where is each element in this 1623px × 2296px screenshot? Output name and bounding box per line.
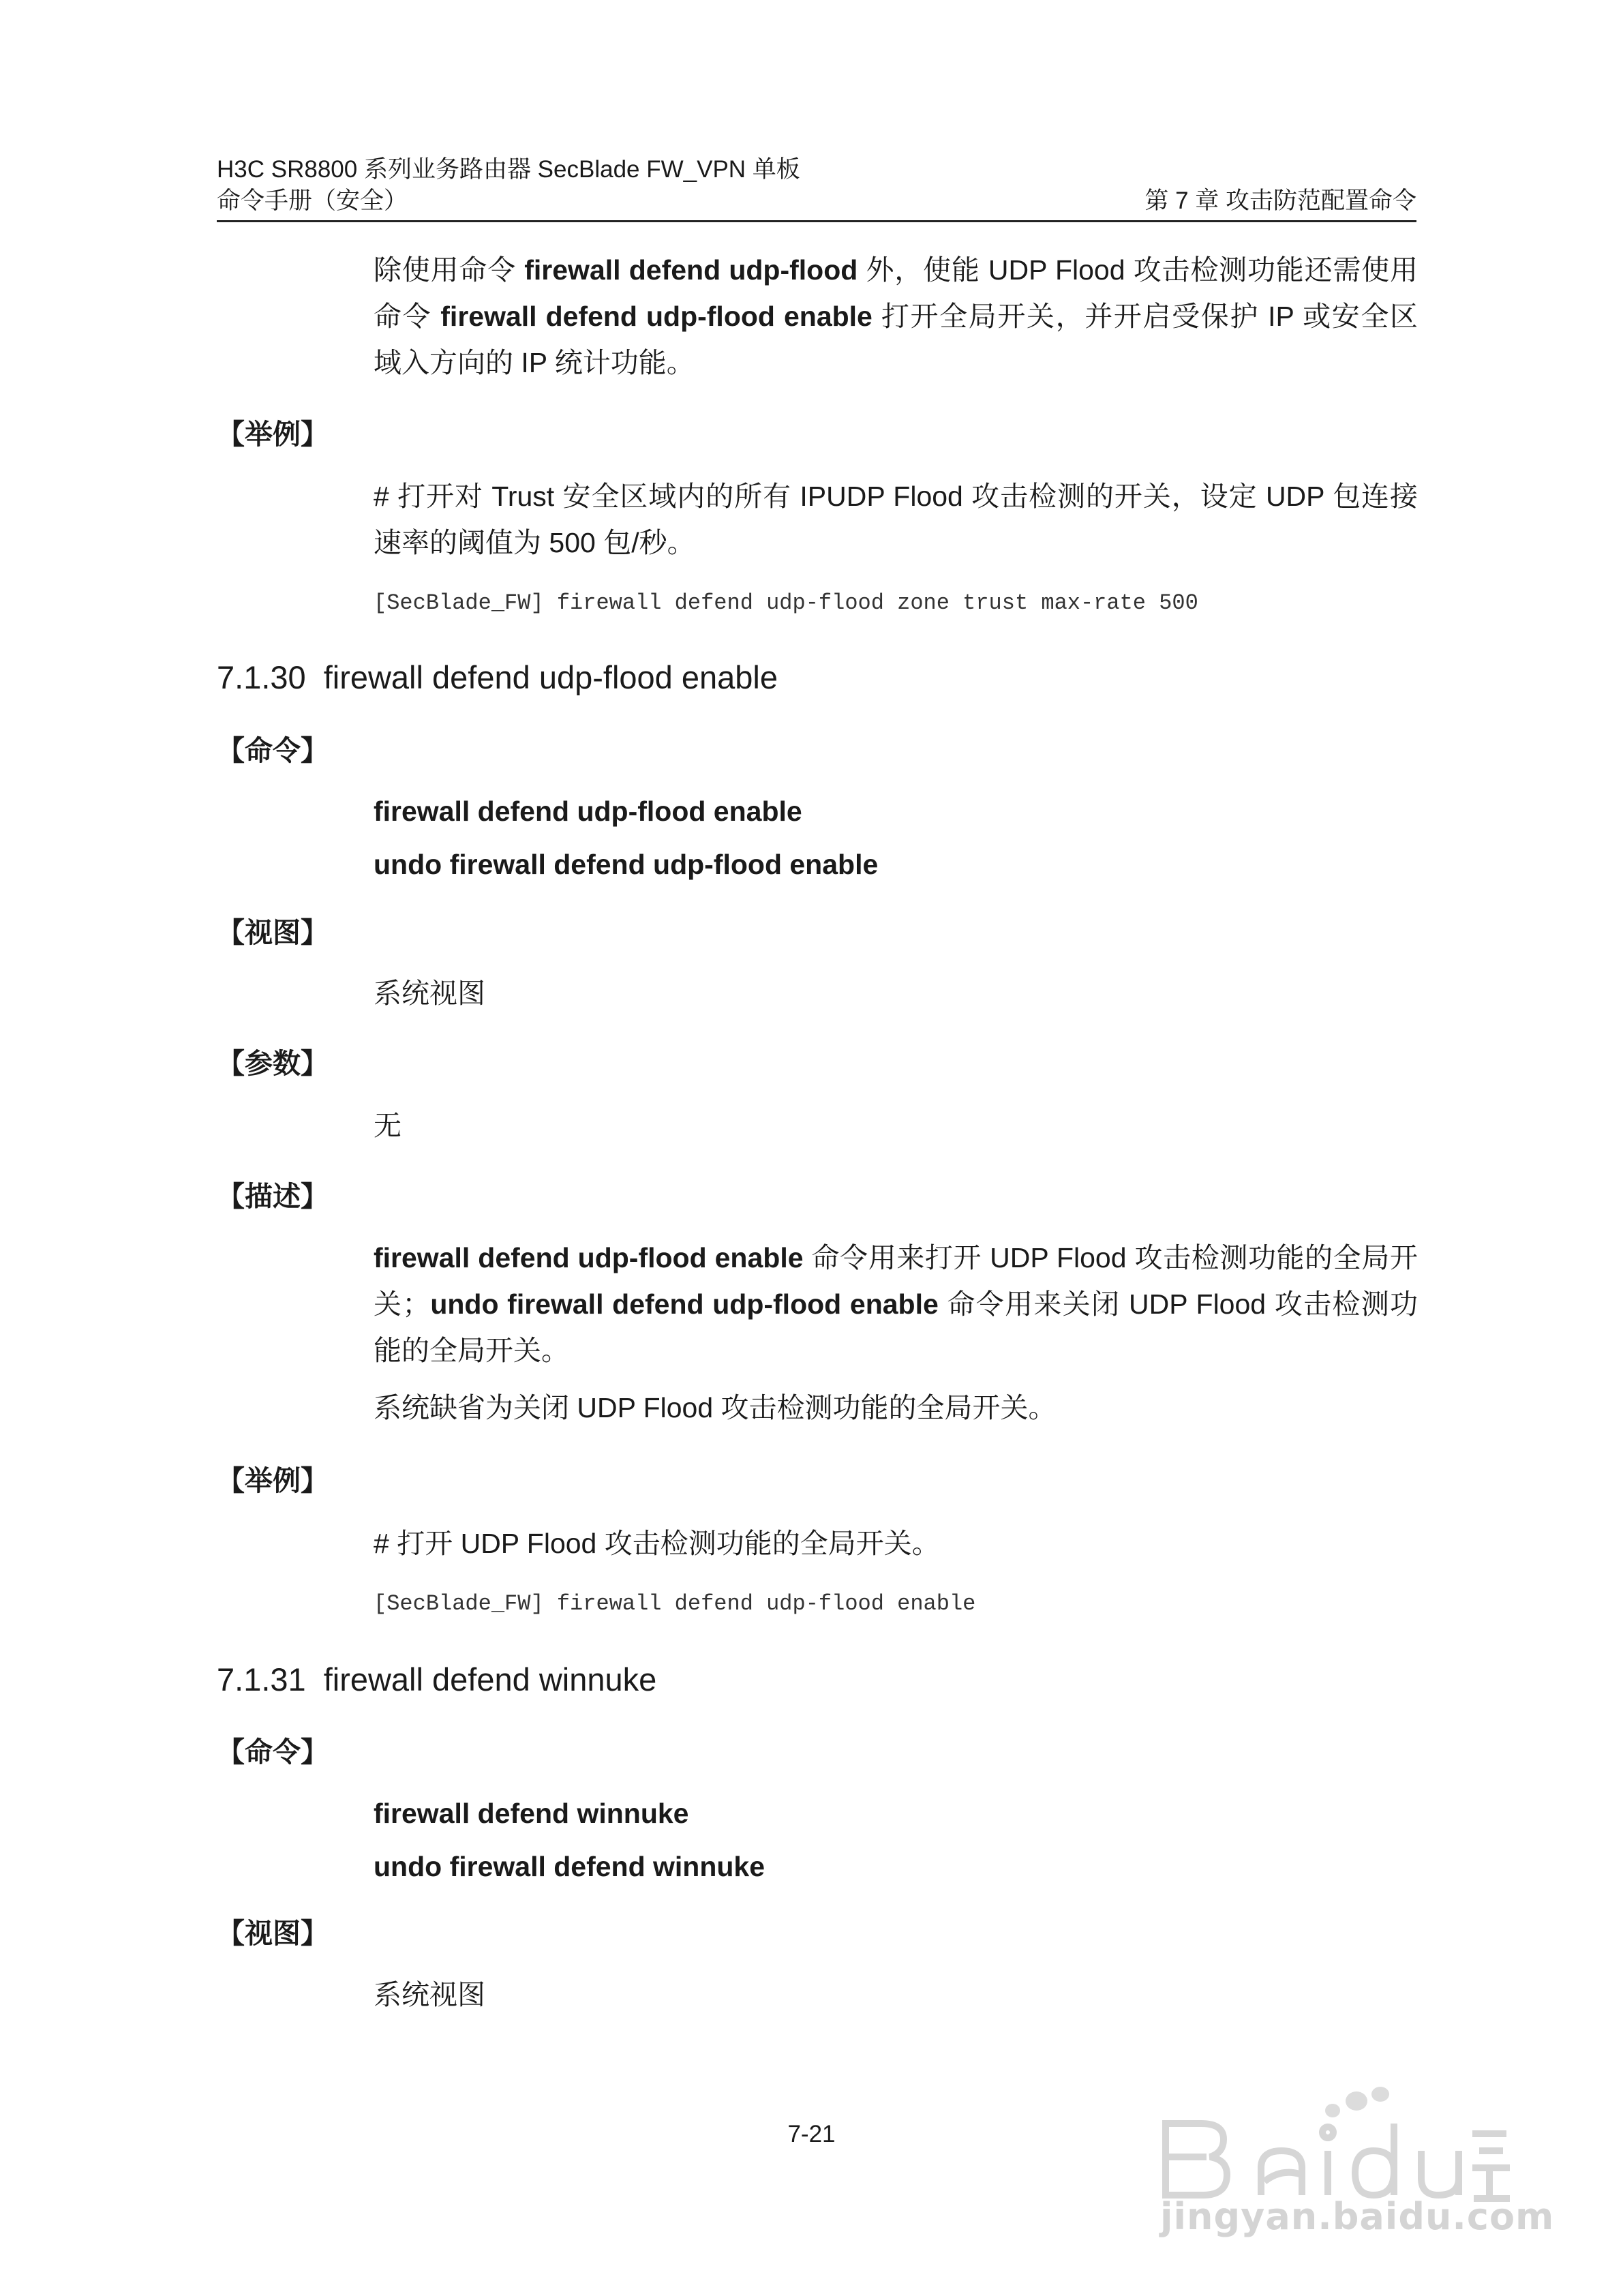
view-value: 系统视图 [374,978,485,1009]
intro-command-2: firewall defend udp-flood enable [440,301,873,332]
command-line-1: firewall defend udp-flood enable [374,796,802,827]
view-label-2: 【视图】 [217,1918,329,1949]
watermark-text: jingyan.baidu.com [1160,2195,1555,2238]
intro-text-2: 外，使能 UDP Flood 攻击检测功能还需使用命令 [374,254,1419,332]
view-label: 【视图】 [217,917,329,948]
example-code: [SecBlade_FW] firewall defend udp-flood zone trust max-rate 500 [374,590,1198,616]
intro-text-1: 除使用命令 [374,254,525,286]
desc-text-2: 命令用来关闭 UDP Flood 攻击检测功能的全局开关。 [374,1288,1419,1366]
intro-text-3: 打开全局开关，并开启受保护 IP 或安全区域入方向的 IP 统计功能。 [374,301,1418,378]
example-label: 【举例】 [217,419,329,450]
header-chapter: 第 7 章 攻击防范配置命令 [1144,187,1416,214]
intro-command-1: firewall defend udp-flood [524,254,858,286]
default-paragraph: 系统缺省为关闭 UDP Flood 攻击检测功能的全局开关。 [374,1392,1057,1423]
description-block [374,1235,1418,1431]
example-code-2: [SecBlade_FW] firewall defend udp-flood enable [374,1591,976,1616]
section-title: firewall defend udp-flood enable [323,659,778,695]
desc-command-2: undo firewall defend udp-flood enable [430,1288,939,1320]
description-label: 【描述】 [217,1181,329,1212]
intro-paragraph [374,247,1418,386]
command-label: 【命令】 [217,735,329,766]
view-value-2: 系统视图 [374,1979,485,2010]
desc-command-1: firewall defend udp-flood enable [374,1242,804,1273]
section-heading-7-1-31 [217,1658,656,1702]
command-label-2: 【命令】 [217,1736,329,1768]
page-number: 7-21 [787,2121,836,2147]
section-number-2: 7.1.31 [217,1661,306,1697]
example-desc-block [374,473,1418,566]
example-desc-block-2 [374,1520,1418,1567]
header-rule [217,220,1416,222]
param-label: 【参数】 [217,1048,329,1079]
desc-text-1: 命令用来打开 UDP Flood 攻击检测功能的全局开关； [374,1242,1418,1320]
param-value: 无 [374,1110,401,1141]
example-description-2: # 打开 UDP Flood 攻击检测功能的全局开关。 [374,1528,940,1559]
header-title: H3C SR8800 系列业务路由器 SecBlade FW_VPN 单板 [217,156,800,183]
command-line-3: firewall defend winnuke [374,1798,689,1829]
example-label-2: 【举例】 [217,1465,329,1496]
command-line-2: undo firewall defend udp-flood enable [374,849,879,880]
description-paragraph [374,1235,1418,1374]
header-manual-name: 命令手册（安全） [217,187,408,214]
command-line-4: undo firewall defend winnuke [374,1851,765,1882]
section-title-2: firewall defend winnuke [323,1661,657,1697]
example-description: # 打开对 Trust 安全区域内的所有 IPUDP Flood 攻击检测的开关，设定 UDP 包连接速率的阈值为 500 包/秒。 [374,481,1418,558]
intro-paragraph-block [374,247,1418,386]
section-number: 7.1.30 [217,659,306,695]
section-heading-7-1-30 [217,656,778,699]
header-subtitle-row [217,185,1416,217]
